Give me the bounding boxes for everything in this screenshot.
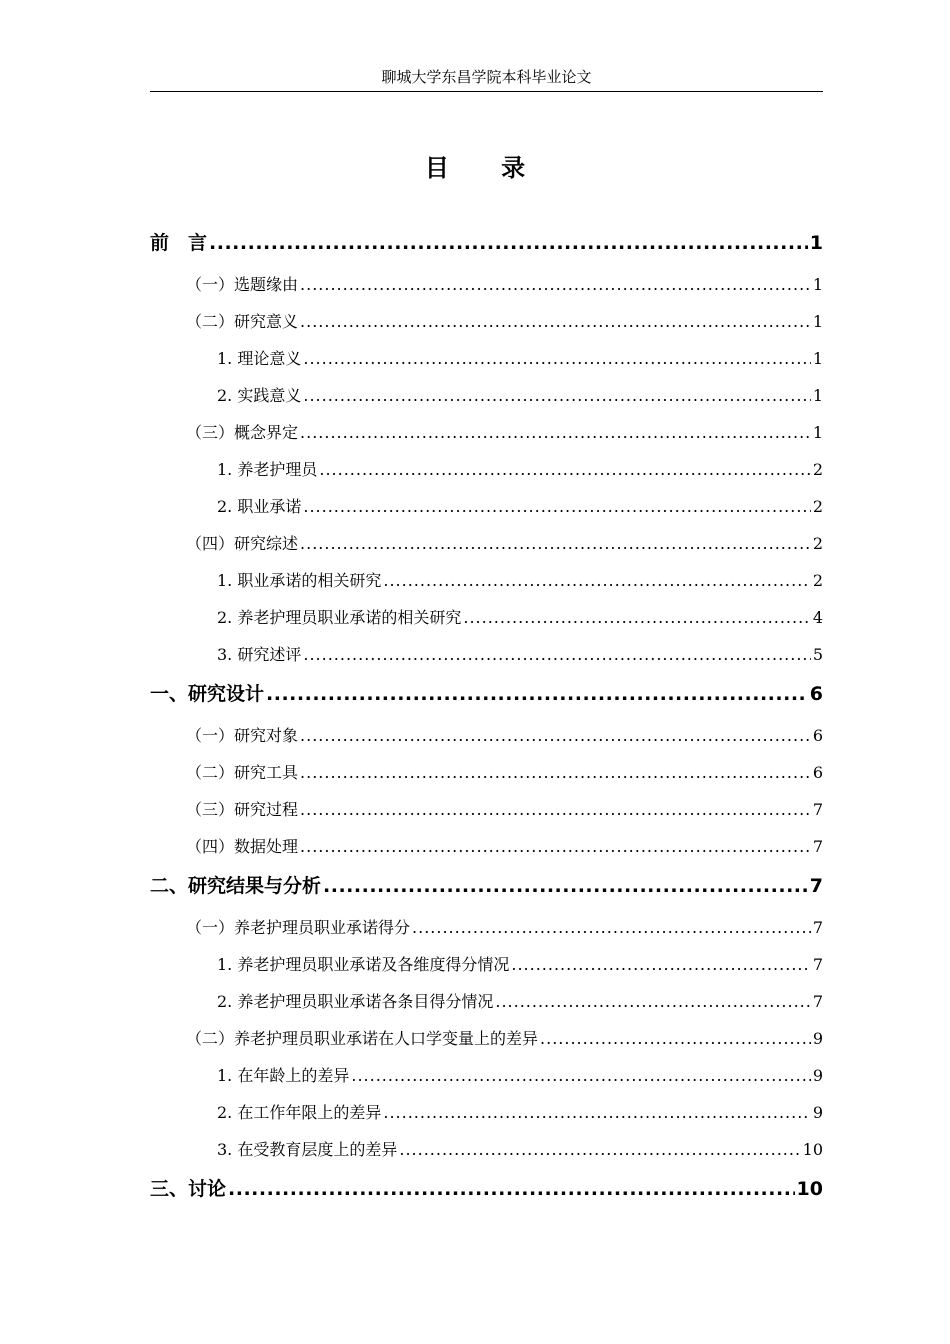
toc-entry-page-number: 7	[809, 875, 823, 897]
toc-entry-label: 3. 在受教育层度上的差异	[217, 1140, 398, 1159]
toc-entry-label: 2. 养老护理员职业承诺的相关研究	[217, 608, 462, 627]
toc-leader-dots	[351, 1057, 810, 1094]
toc-leader-dots	[319, 451, 810, 488]
toc-entry[interactable]	[150, 754, 823, 791]
toc-entry-label: （一）研究对象	[186, 726, 299, 745]
toc-entry-page-number: 7	[812, 992, 823, 1011]
toc-leader-dots	[383, 562, 810, 599]
toc-entry-label: 3. 研究述评	[217, 645, 302, 664]
toc-entry-page-number: 1	[812, 386, 823, 405]
toc-leader-dots	[303, 636, 810, 673]
toc-entry[interactable]	[150, 225, 823, 261]
toc-entry-page-number: 7	[812, 955, 823, 974]
toc-entry[interactable]	[150, 1094, 823, 1131]
toc-entry[interactable]	[150, 599, 823, 636]
toc-entry-page-number: 9	[812, 1103, 823, 1122]
toc-entry-label: （四）研究综述	[186, 534, 299, 553]
toc-entry[interactable]	[150, 1171, 823, 1207]
toc-entry-page-number: 10	[802, 1140, 823, 1159]
toc-leader-dots	[300, 791, 811, 828]
toc-leader-dots	[228, 1171, 795, 1207]
toc-entry-page-number: 5	[812, 645, 823, 664]
toc-entry-page-number: 7	[812, 800, 823, 819]
page-header-title: 聊城大学东昌学院本科毕业论文	[381, 68, 592, 86]
toc-entry-page-number: 6	[812, 726, 823, 745]
toc-entry[interactable]	[150, 983, 823, 1020]
toc-entry[interactable]	[150, 828, 823, 865]
toc-entry[interactable]	[150, 1057, 823, 1094]
toc-entry-page-number: 4	[812, 608, 823, 627]
toc-entry-page-number: 1	[812, 312, 823, 331]
toc-entry-label: 1. 在年龄上的差异	[217, 1066, 350, 1085]
toc-entry-page-number: 9	[812, 1029, 823, 1048]
toc-entry-label: （一）选题缘由	[186, 275, 299, 294]
toc-entry[interactable]	[150, 414, 823, 451]
toc-entry[interactable]	[150, 1131, 823, 1168]
toc-entry[interactable]	[150, 717, 823, 754]
toc-leader-dots	[412, 909, 811, 946]
toc-leader-dots	[300, 828, 811, 865]
toc-entry-label: 1. 职业承诺的相关研究	[217, 571, 382, 590]
toc-leader-dots	[303, 340, 810, 377]
toc-entry-label: 2. 实践意义	[217, 386, 302, 405]
toc-heading: 目 录	[424, 154, 548, 182]
toc-entry-page-number: 2	[812, 460, 823, 479]
toc-entry-page-number: 6	[812, 763, 823, 782]
toc-entry[interactable]	[150, 377, 823, 414]
toc-entry[interactable]	[150, 266, 823, 303]
toc-leader-dots	[209, 225, 808, 261]
toc-entry[interactable]	[150, 451, 823, 488]
toc-entry-label: 2. 养老护理员职业承诺各条目得分情况	[217, 992, 494, 1011]
toc-leader-dots	[300, 525, 811, 562]
toc-entry-page-number: 1	[812, 275, 823, 294]
toc-leader-dots	[463, 599, 810, 636]
toc-entry-page-number: 2	[812, 497, 823, 516]
toc-entry-page-number: 7	[812, 837, 823, 856]
toc-entry[interactable]	[150, 488, 823, 525]
toc-leader-dots	[399, 1131, 800, 1168]
toc-leader-dots	[303, 377, 810, 414]
toc-entry-label: （三）概念界定	[186, 423, 299, 442]
toc-entry[interactable]	[150, 340, 823, 377]
toc-leader-dots	[266, 676, 808, 712]
toc-entry[interactable]	[150, 909, 823, 946]
toc-leader-dots	[300, 414, 811, 451]
toc-entry-label: 1. 养老护理员	[217, 460, 318, 479]
toc-entry-label: （二）研究工具	[186, 763, 299, 782]
table-of-contents	[150, 222, 823, 1212]
toc-leader-dots	[511, 946, 810, 983]
toc-leader-dots	[383, 1094, 810, 1131]
toc-leader-dots	[303, 488, 810, 525]
toc-entry-label: 2. 职业承诺	[217, 497, 302, 516]
toc-leader-dots	[300, 303, 811, 340]
toc-leader-dots	[300, 266, 811, 303]
toc-entry-label: 二、研究结果与分析	[150, 875, 322, 897]
toc-leader-dots	[300, 717, 811, 754]
toc-entry[interactable]	[150, 525, 823, 562]
toc-entry-label: 2. 在工作年限上的差异	[217, 1103, 382, 1122]
toc-entry-page-number: 2	[812, 534, 823, 553]
toc-entry[interactable]	[150, 791, 823, 828]
toc-entry-label: （四）数据处理	[186, 837, 299, 856]
toc-entry-page-number: 1	[809, 232, 823, 254]
toc-entry-page-number: 1	[812, 349, 823, 368]
toc-leader-dots	[300, 754, 811, 791]
toc-leader-dots	[323, 868, 808, 904]
header-divider	[150, 91, 823, 92]
toc-entry[interactable]	[150, 676, 823, 712]
toc-entry-page-number: 9	[812, 1066, 823, 1085]
toc-entry[interactable]	[150, 562, 823, 599]
toc-entry-page-number: 1	[812, 423, 823, 442]
toc-entry-label: （一）养老护理员职业承诺得分	[186, 918, 411, 937]
toc-entry-label: 前 言	[150, 232, 208, 254]
toc-entry[interactable]	[150, 636, 823, 673]
toc-entry[interactable]	[150, 946, 823, 983]
toc-entry[interactable]	[150, 1020, 823, 1057]
toc-leader-dots	[495, 983, 810, 1020]
toc-leader-dots	[540, 1020, 811, 1057]
toc-entry-label: 三、讨论	[150, 1178, 227, 1200]
toc-entry-label: 1. 理论意义	[217, 349, 302, 368]
toc-entry-label: 1. 养老护理员职业承诺及各维度得分情况	[217, 955, 510, 974]
toc-entry-page-number: 6	[809, 683, 823, 705]
toc-entry-label: （三）研究过程	[186, 800, 299, 819]
toc-entry-label: 一、研究设计	[150, 683, 265, 705]
toc-entry-page-number: 10	[796, 1178, 823, 1200]
toc-entry-page-number: 7	[812, 918, 823, 937]
toc-entry[interactable]	[150, 303, 823, 340]
toc-entry-label: （二）研究意义	[186, 312, 299, 331]
toc-entry[interactable]	[150, 868, 823, 904]
toc-entry-page-number: 2	[812, 571, 823, 590]
toc-entry-label: （二）养老护理员职业承诺在人口学变量上的差异	[186, 1029, 539, 1048]
